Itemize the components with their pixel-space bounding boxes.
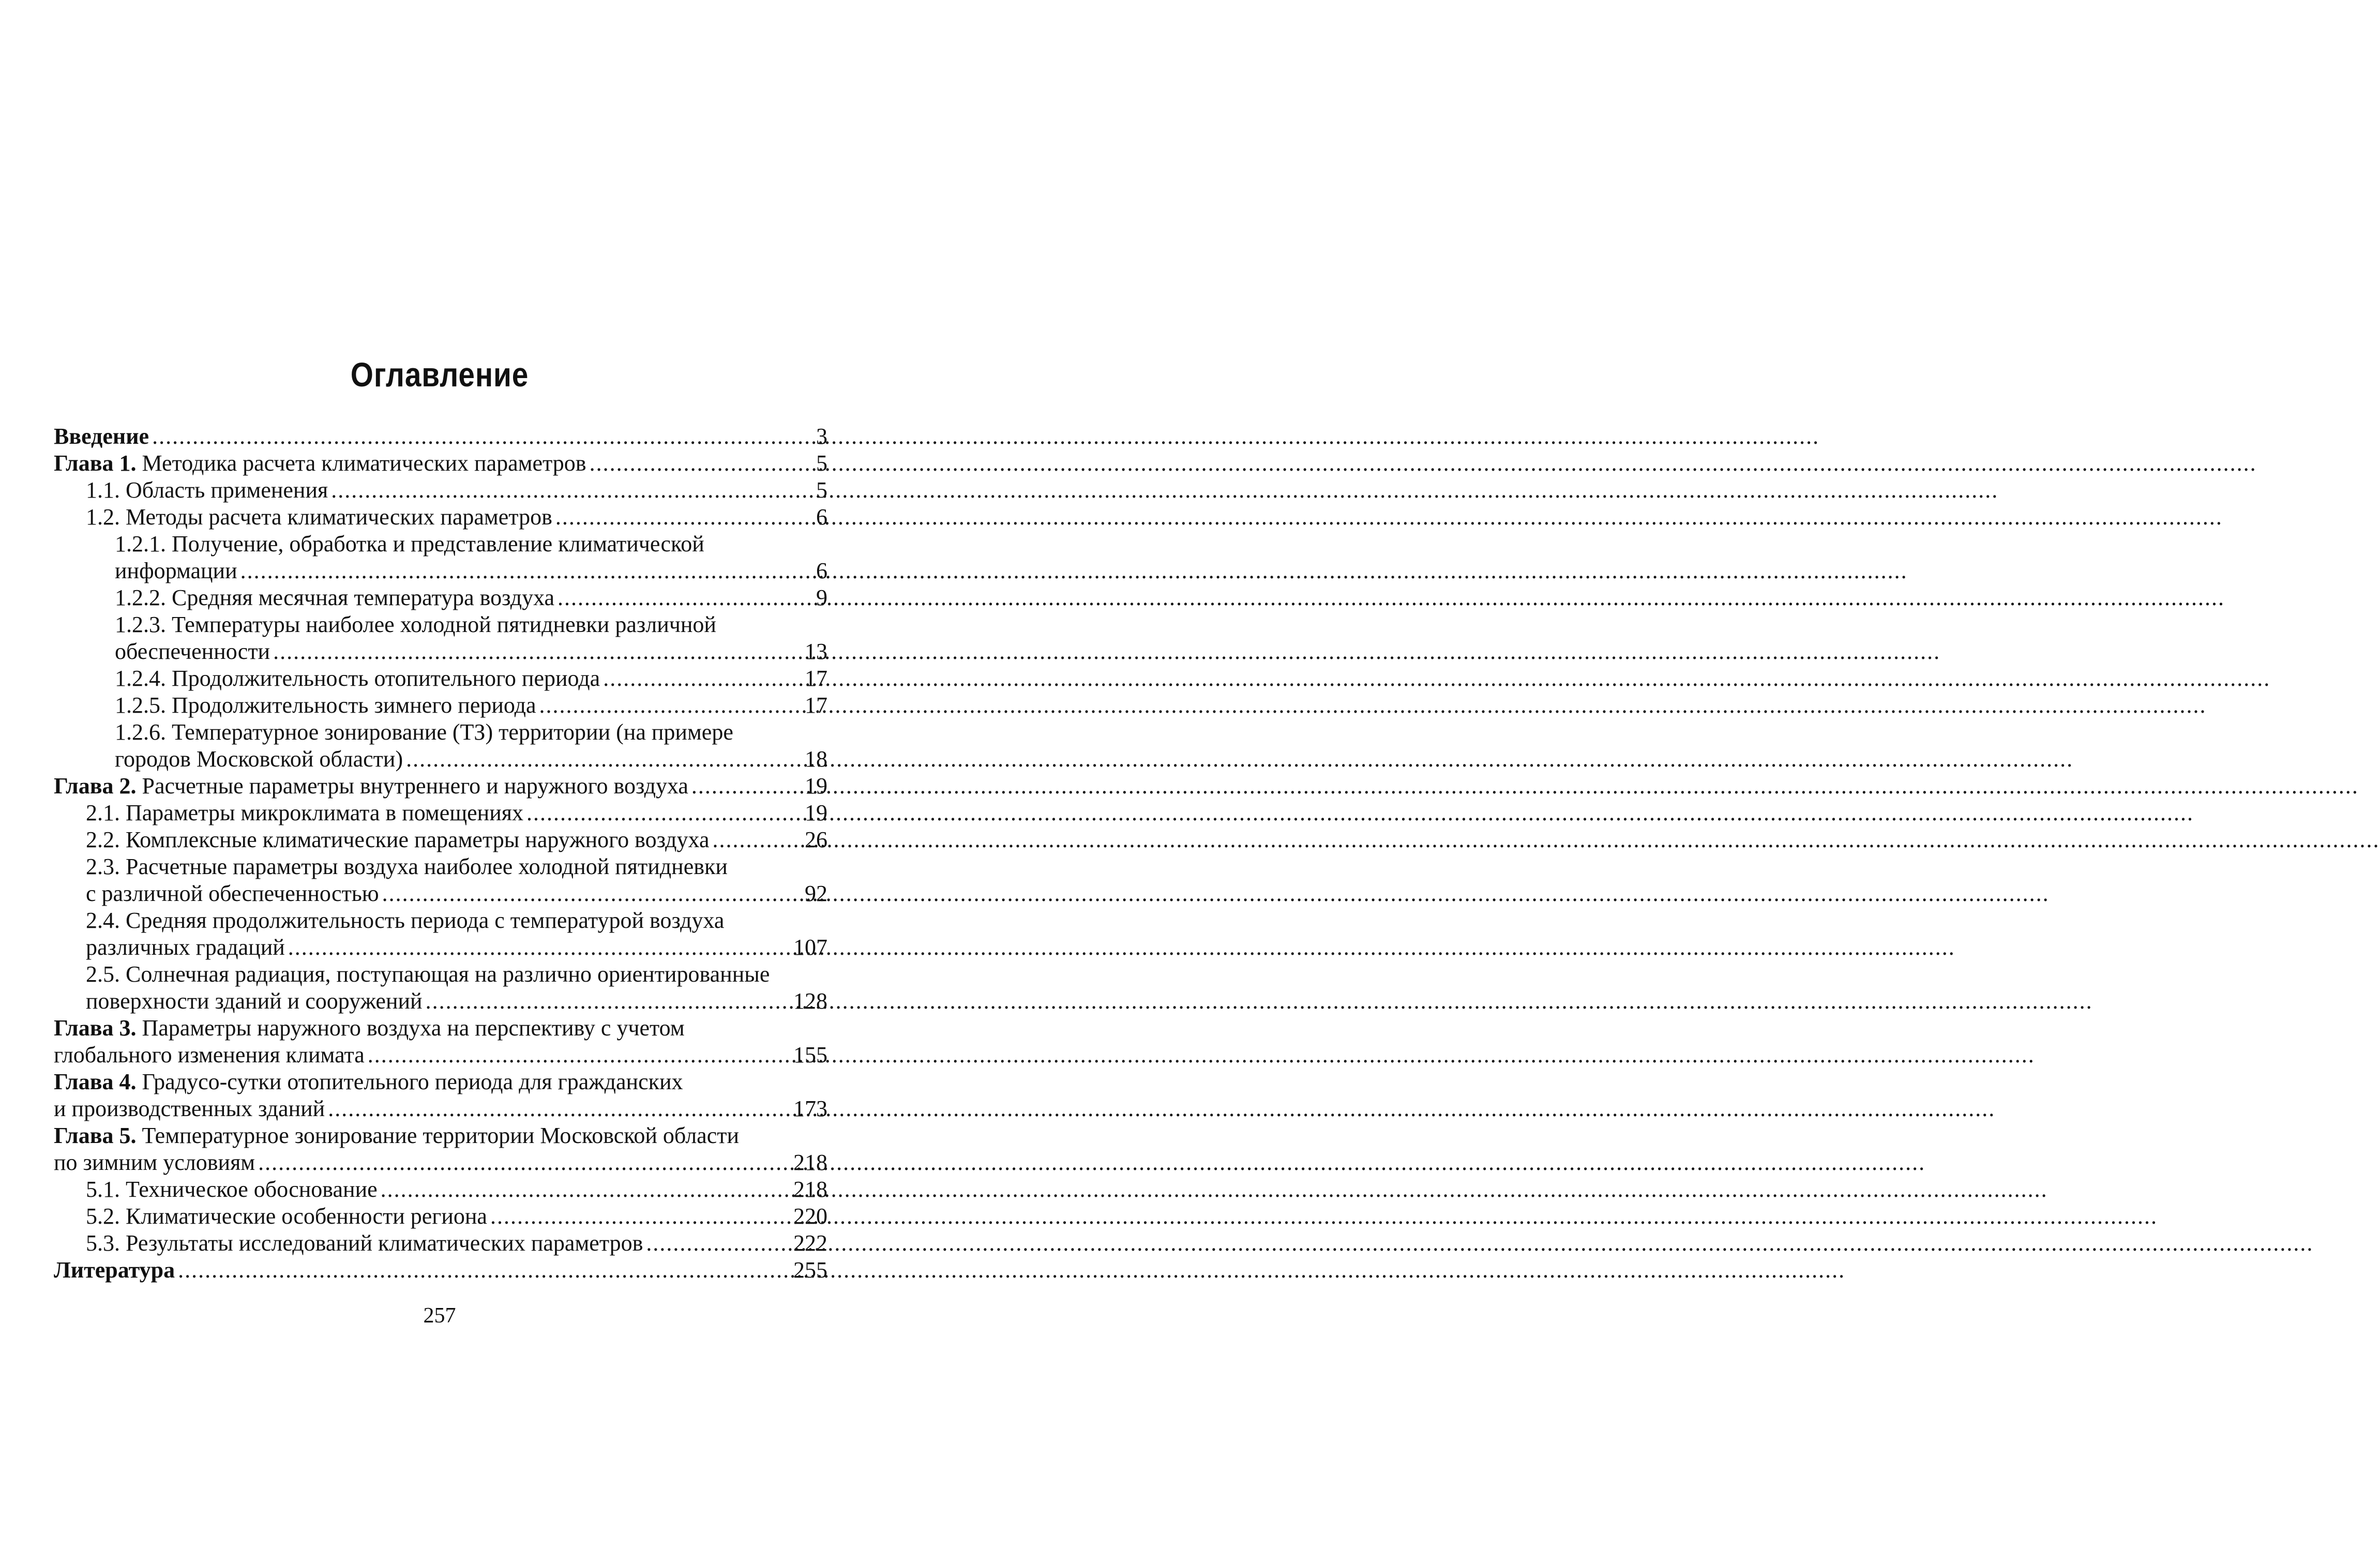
toc-entry-2-3[interactable] [54,853,827,907]
toc-entry-chapter-2[interactable] [54,773,827,800]
dot-leader [381,1176,788,1203]
toc-entry-label: 1.2.2. Средняя месячная температура воздуха [115,585,555,610]
toc-entry-label-first-line: 2.5. Солнечная радиация, поступающая на различно ориентированные [86,961,770,987]
dot-leader [646,1230,788,1257]
dot-leader [240,558,788,584]
toc-entry-bold-label: Глава 2. [54,773,137,799]
page-number: 257 [423,1304,456,1328]
dot-leader [368,1042,788,1069]
dot-leader [603,665,788,692]
toc-entry-label: 2.1. Параметры микроклимата в помещениях [86,800,524,825]
toc-entry-label: глобального изменения климата [54,1042,365,1067]
toc-page-number: 18 [805,746,827,772]
toc-page-number: 222 [793,1230,827,1256]
toc-entry-label: городов Московской области) [115,746,403,772]
toc-entry-1-2-1[interactable] [54,531,827,584]
toc-entry-label: 1.2.5. Продолжительность зимнего периода [115,693,536,718]
toc-entry-label: и производственных зданий [54,1096,325,1121]
toc-entry-label-first-line: 1.2.1. Получение, обработка и представление климатической [115,531,704,557]
toc-entry-chapter-3[interactable] [54,1015,827,1069]
dot-leader [590,450,788,477]
toc-entry-label: Методика расчета климатических параметров [142,450,586,476]
toc-entry-bold-label: Литература [54,1257,175,1283]
toc-entry-label: 5.1. Техническое обоснование [86,1177,378,1202]
toc-page-number: 218 [793,1150,827,1175]
dot-leader [273,638,788,665]
toc-page-number: 173 [793,1096,827,1121]
toc-entry-1-2-4[interactable] [54,665,827,692]
toc-entry-label: с различной обеспеченностью [86,881,379,906]
dot-leader [558,584,788,611]
dot-leader [555,504,788,531]
toc-page-number: 6 [816,504,827,530]
toc-page-number: 6 [816,558,827,583]
dot-leader [691,773,788,800]
toc-entry-bold-label: Введение [54,424,149,449]
toc-entry-bold-label: Глава 3. [54,1015,137,1041]
toc-entry-chapter-5[interactable] [54,1122,827,1176]
toc-entry-label: по зимним условиям [54,1150,255,1175]
toc-page-number: 218 [793,1177,827,1202]
toc-entry-2-1[interactable] [54,800,827,826]
toc-page-number: 5 [816,477,827,503]
dot-leader [526,800,788,826]
table-of-contents [54,423,827,1284]
toc-entry-5-1[interactable] [54,1176,827,1203]
toc-page-number: 17 [805,666,827,691]
toc-page-number: 107 [793,935,827,960]
toc-page-number: 9 [816,585,827,610]
toc-entry-bold-label: Глава 5. [54,1123,137,1148]
toc-entry-1-2[interactable] [54,504,827,531]
toc-entry-label-first-line: 2.3. Расчетные параметры воздуха наиболее холодной пятидневки [86,854,728,879]
dot-leader [258,1149,788,1176]
toc-page-number: 26 [805,827,827,852]
toc-page-number: 3 [816,424,827,449]
toc-page-number: 255 [793,1257,827,1283]
toc-page-number: 19 [805,773,827,799]
toc-entry-1-1[interactable] [54,477,827,504]
page-title: Оглавление [350,355,529,394]
toc-page-number: 128 [793,988,827,1014]
toc-entry-label-first-line: Градусо-сутки отопительного периода для гражданских [142,1069,683,1094]
toc-entry-chapter-4[interactable] [54,1069,827,1122]
dot-leader [426,988,788,1015]
toc-entry-label: 1.2.4. Продолжительность отопительного периода [115,666,600,691]
dot-leader [328,1095,788,1122]
toc-entry-label: 5.2. Климатические особенности региона [86,1204,487,1229]
dot-leader [331,477,788,504]
toc-entry-label-first-line: 2.4. Средняя продолжительность периода с температурой воздуха [86,908,725,933]
toc-page-number: 155 [793,1042,827,1067]
dot-leader [406,746,788,773]
toc-entry-5-3[interactable] [54,1230,827,1257]
toc-entry-label: 5.3. Результаты исследований климатических параметров [86,1230,643,1256]
dot-leader [490,1203,788,1230]
toc-page-number: 5 [816,450,827,476]
toc-entry-1-2-6[interactable] [54,719,827,773]
toc-entry-label-first-line: 1.2.3. Температуры наиболее холодной пятидневки различной [115,612,716,637]
toc-entry-chapter-1[interactable] [54,450,827,477]
toc-entry-2-5[interactable] [54,961,827,1015]
toc-entry-label: Расчетные параметры внутреннего и наружного воздуха [142,773,688,799]
toc-page-number: 92 [805,881,827,906]
toc-entry-5-2[interactable] [54,1203,827,1230]
toc-entry-bold-label: Глава 1. [54,450,137,476]
toc-entry-1-2-2[interactable] [54,584,827,611]
dot-leader [713,826,789,853]
toc-entry-label: 2.2. Комплексные климатические параметры наружного воздуха [86,827,710,852]
toc-entry-label: 1.1. Область применения [86,477,328,503]
toc-entry-label: 1.2. Методы расчета климатических параметров [86,504,552,530]
toc-entry-1-2-3[interactable] [54,611,827,665]
toc-page-number: 19 [805,800,827,825]
toc-page-number: 17 [805,693,827,718]
toc-entry-label: различных градаций [86,935,285,960]
toc-entry-references[interactable] [54,1257,827,1284]
toc-entry-introduction[interactable] [54,423,827,450]
toc-entry-2-4[interactable] [54,907,827,961]
toc-page-number: 13 [805,639,827,664]
dot-leader [539,692,788,719]
toc-entry-label: информации [115,558,237,583]
toc-entry-1-2-5[interactable] [54,692,827,719]
toc-entry-2-2[interactable] [54,826,827,853]
toc-entry-label: поверхности зданий и сооружений [86,988,423,1014]
dot-leader [288,934,788,961]
dot-leader [152,423,788,450]
dot-leader [382,880,788,907]
toc-entry-label-first-line: Параметры наружного воздуха на перспективу с учетом [142,1015,685,1041]
toc-entry-label: обеспеченности [115,639,270,664]
toc-entry-bold-label: Глава 4. [54,1069,137,1094]
toc-page-number: 220 [793,1204,827,1229]
dot-leader [178,1257,788,1284]
toc-entry-label-first-line: 1.2.6. Температурное зонирование (ТЗ) территории (на примере [115,719,733,745]
toc-entry-label-first-line: Температурное зонирование территории Московской области [142,1123,740,1148]
